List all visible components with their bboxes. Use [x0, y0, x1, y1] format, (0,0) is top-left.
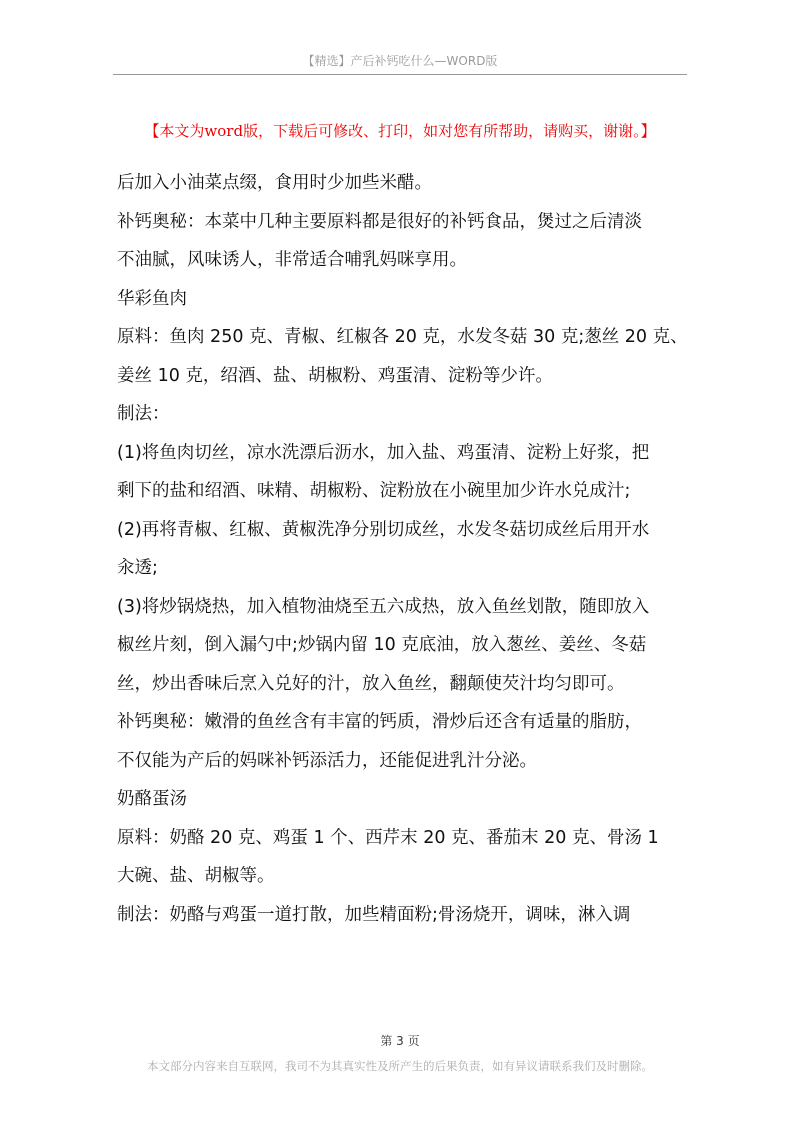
text-line: 原料：鱼肉 250 克、青椒、红椒各 20 克，水发冬菇 30 克;葱丝 20 克、 [117, 327, 688, 347]
document-body [117, 168, 687, 938]
text-line: 后加入小油菜点缀，食用时少加些米醋。 [117, 173, 432, 193]
text-line: 制法： [117, 404, 170, 424]
text-line: 剩下的盐和绍酒、味精、胡椒粉、淀粉放在小碗里加少许水兑成汁; [117, 481, 631, 501]
text-line: 大碗、盐、胡椒等。 [117, 866, 275, 886]
text-line: (2)再将青椒、红椒、黄椒洗净分别切成丝，水发冬菇切成丝后用开水 [117, 519, 650, 540]
text-line: 不油腻，风味诱人，非常适合哺乳妈咪享用。 [117, 250, 467, 270]
header-divider [113, 74, 687, 75]
text-line: 椒丝片刻，倒入漏勺中;炒锅内留 10 克底油，放入葱丝、姜丝、冬菇 [117, 635, 647, 655]
page-number: 第 3 页 [380, 1034, 420, 1048]
text-line: (1)将鱼肉切丝，凉水洗漂后沥水，加入盐、鸡蛋清、淀粉上好浆，把 [117, 442, 650, 463]
text-line: (3)将炒锅烧热，加入植物油烧至五六成热，放入鱼丝划散，随即放入 [117, 596, 650, 617]
footer-disclaimer: 本文部分内容来自互联网，我司不为其真实性及所产生的后果负责，如有异议请联系我们及时删除。 [147, 1059, 653, 1073]
text-line: 丝，炒出香味后烹入兑好的汁，放入鱼丝，翻颠使芡汁均匀即可。 [117, 673, 625, 694]
text-line: 不仅能为产后的妈咪补钙添活力，还能促进乳汁分泌。 [117, 750, 537, 771]
notice-banner: 【本文为word版，下载后可修改、打印，如对您有所帮助，请购买，谢谢。】 [144, 122, 656, 140]
text-line: 汆透; [117, 558, 158, 578]
text-line: 奶酪蛋汤 [117, 789, 187, 809]
text-line: 姜丝 10 克，绍酒、盐、胡椒粉、鸡蛋清、淀粉等少许。 [117, 365, 553, 386]
text-line: 补钙奥秘：本菜中几种主要原料都是很好的补钙食品，煲过之后清淡 [117, 211, 642, 232]
page-header: 【精选】产后补钙吃什么—WORD版 [302, 54, 498, 68]
text-line: 补钙奥秘：嫩滑的鱼丝含有丰富的钙质，滑炒后还含有适量的脂肪， [117, 712, 642, 732]
text-line: 华彩鱼肉 [117, 288, 187, 309]
text-line: 原料：奶酪 20 克、鸡蛋 1 个、西芹末 20 克、番茄末 20 克、骨汤 1 [117, 827, 659, 848]
text-line: 制法：奶酪与鸡蛋一道打散，加些精面粉;骨汤烧开，调味，淋入调 [117, 904, 631, 925]
